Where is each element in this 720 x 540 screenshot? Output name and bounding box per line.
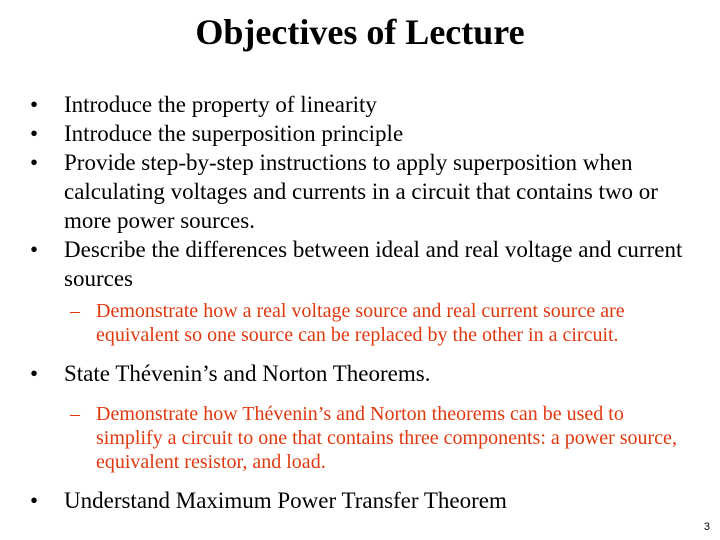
bullet-text: Understand Maximum Power Transfer Theorem [64, 488, 507, 513]
bullet-item [30, 486, 690, 515]
sub-bullet-text: Demonstrate how a real voltage source and real current source are equivalent so one source can be replaced by the other in a circuit. [96, 300, 625, 346]
sub-bullet-item [30, 402, 690, 474]
bullet-text: Introduce the superposition principle [64, 121, 404, 146]
bullet-item [30, 90, 690, 119]
bullet-text: Introduce the property of linearity [64, 92, 377, 117]
objectives-list [30, 90, 690, 515]
bullet-item [30, 235, 690, 293]
page-number: 3 [703, 521, 710, 533]
slide-title: Objectives of Lecture [195, 12, 525, 52]
bullet-item [30, 359, 690, 388]
bullet-text: Describe the differences between ideal and real voltage and current sources [64, 237, 683, 291]
bullet-marker: • [30, 150, 39, 175]
bullet-marker: • [30, 92, 39, 117]
bullet-marker: • [30, 121, 39, 146]
bullet-item [30, 119, 690, 148]
sub-bullet-text: Demonstrate how Thévenin’s and Norton theorems can be used to simplify a circuit to one that contains three components: a power source, equivalent resistor, and load. [96, 403, 677, 473]
bullet-text: State Thévenin’s and Norton Theorems. [64, 361, 431, 386]
bullet-text: Provide step-by-step instructions to apply superposition when calculating voltages and currents in a circuit that contains two or more power sources. [64, 150, 658, 233]
sub-bullet-marker: – [70, 300, 80, 322]
bullet-item [30, 148, 690, 235]
bullet-marker: • [30, 488, 39, 513]
bullet-marker: • [30, 237, 39, 262]
sub-bullet-marker: – [70, 403, 80, 425]
bullet-marker: • [30, 361, 39, 386]
sub-bullet-item [30, 299, 690, 347]
